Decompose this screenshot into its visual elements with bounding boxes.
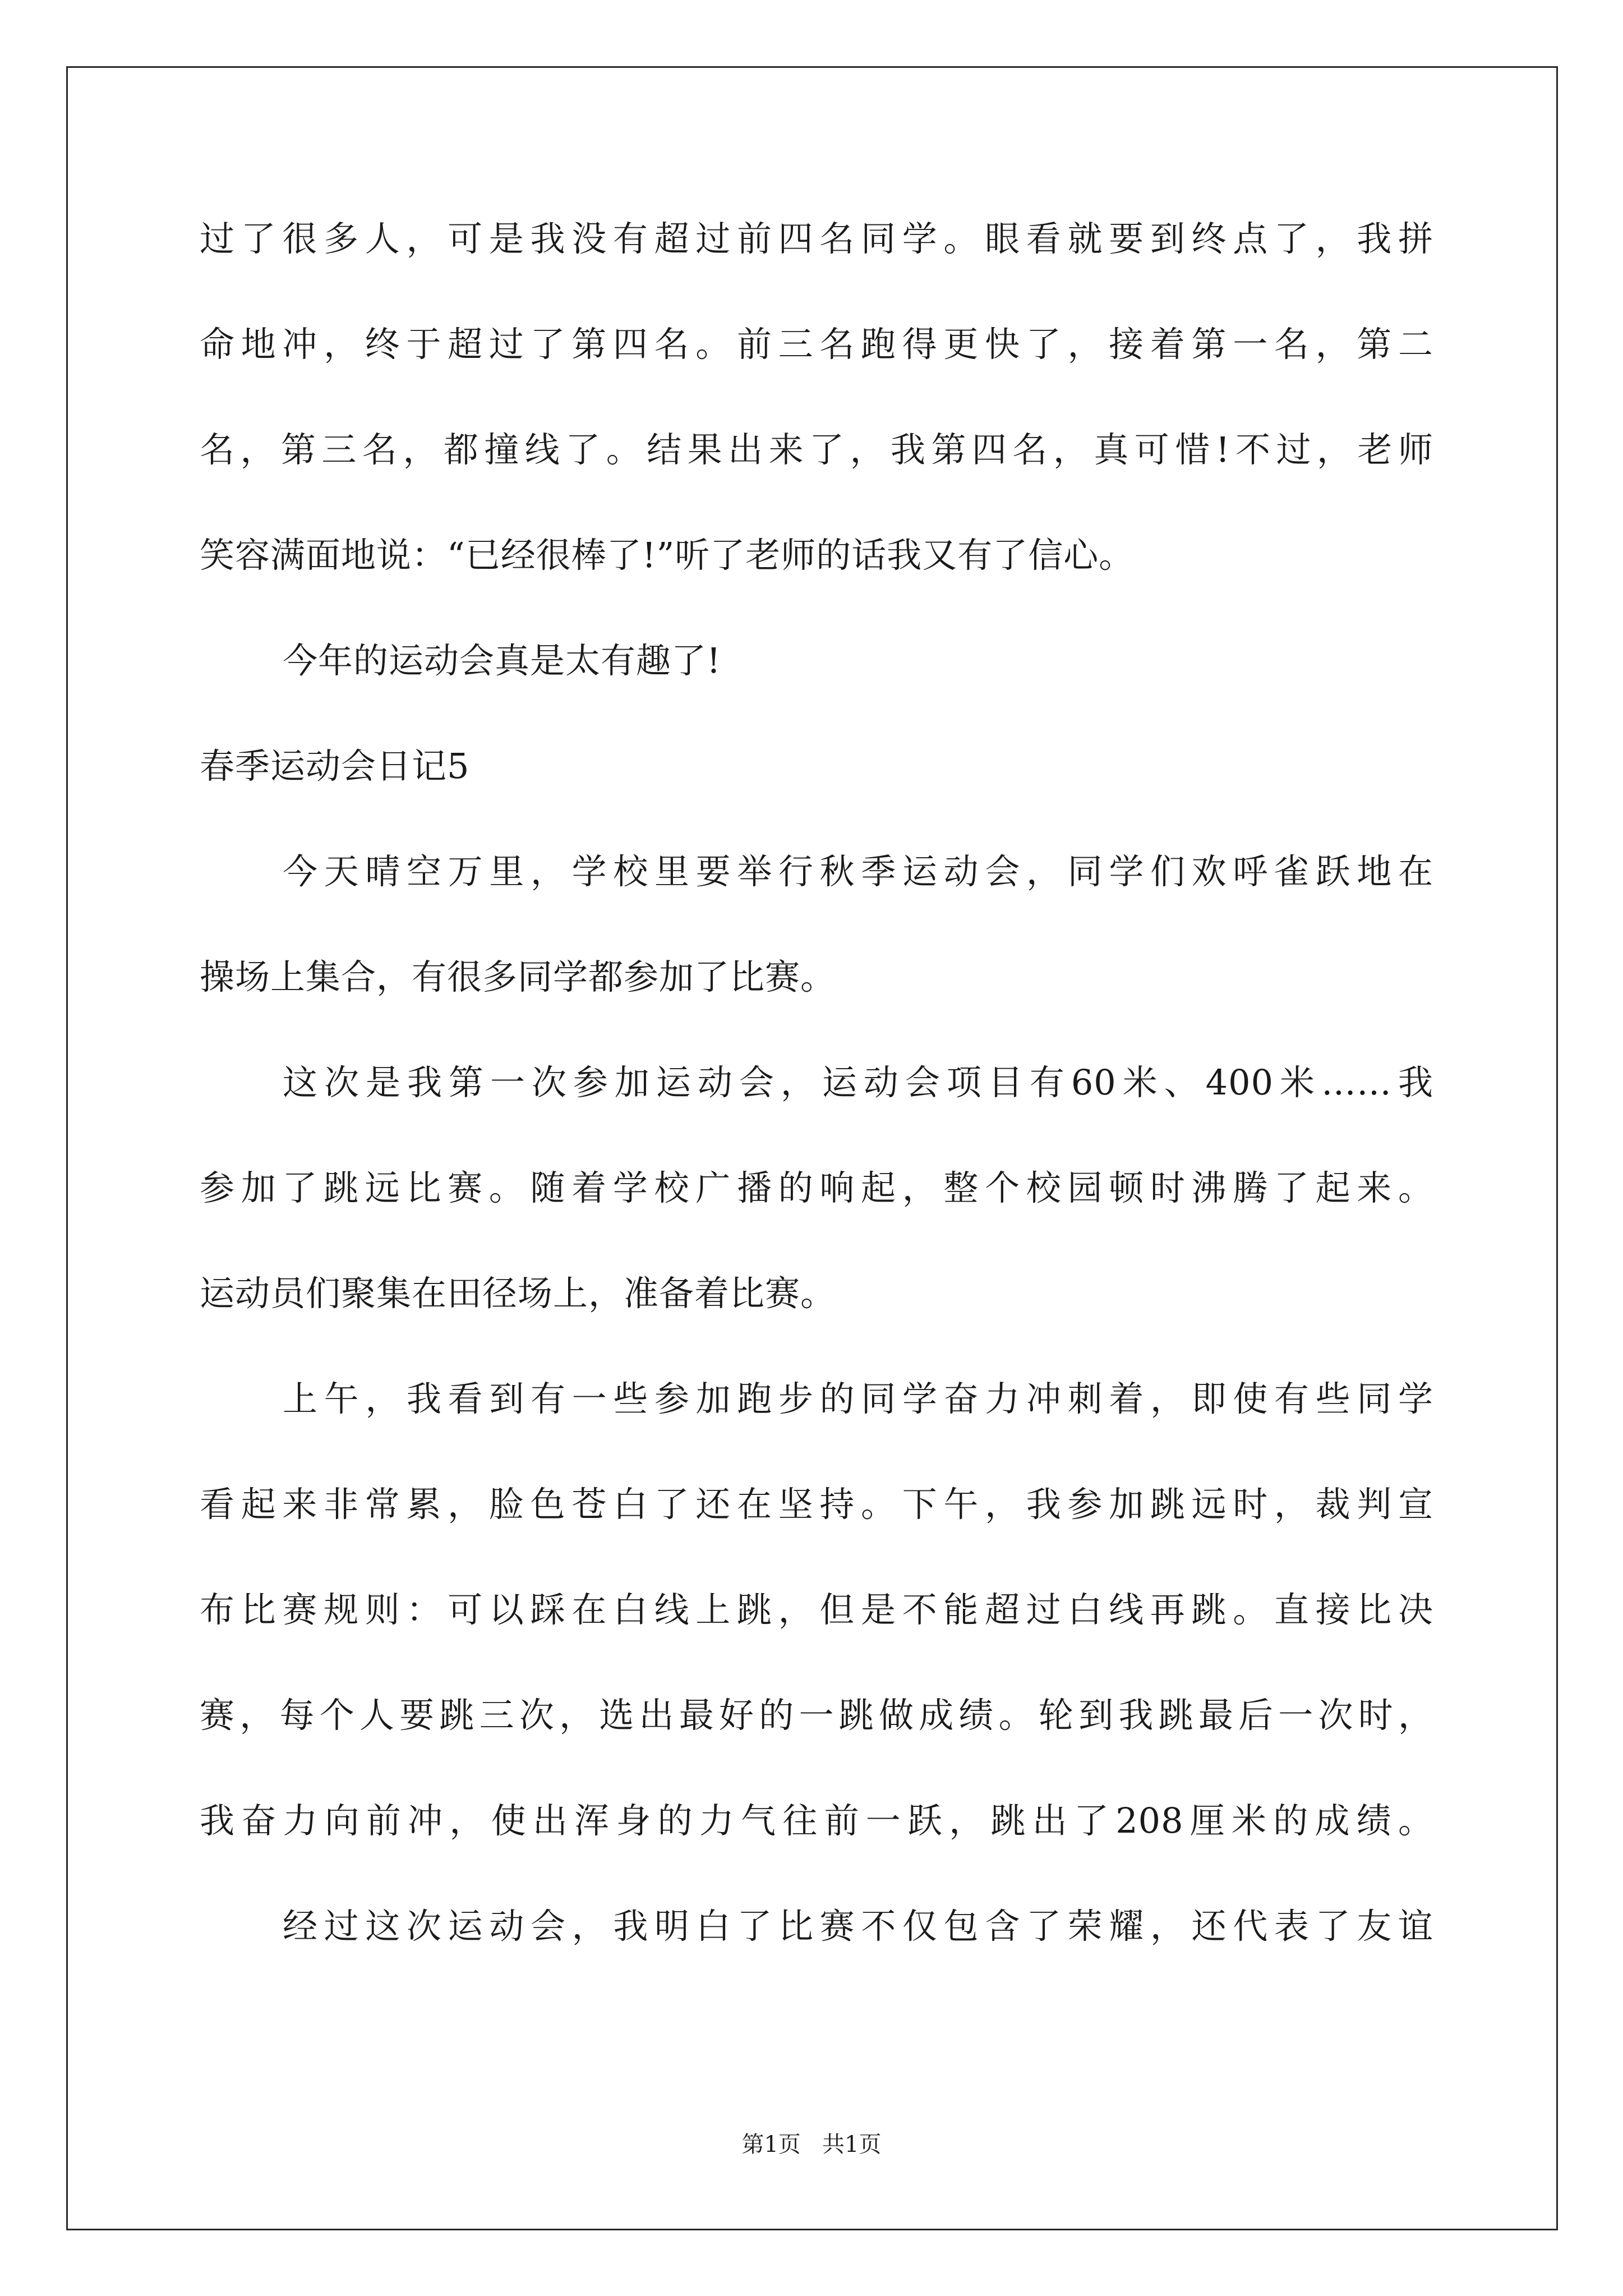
text-line: 上午，我看到有一些参加跑步的同学奋力冲刺着，即使有些同学 — [283, 1378, 1433, 1419]
text-line: 赛，每个人要跳三次，选出最好的一跳做成绩。轮到我跳最后一次时， — [200, 1695, 1433, 1736]
text-line: 操场上集合，有很多同学都参加了比赛。 — [200, 956, 836, 997]
text-line: 今年的运动会真是太有趣了! — [283, 640, 721, 681]
text-line: 笑容满面地说：“已经很棒了!”听了老师的话我又有了信心。 — [200, 535, 1135, 576]
text-line: 参加了跳远比赛。随着学校广播的响起，整个校园顿时沸腾了起来。 — [200, 1167, 1433, 1208]
text-line: 今天晴空万里，学校里要举行秋季运动会，同学们欢呼雀跃地在 — [283, 851, 1433, 892]
text-line: 我奋力向前冲，使出浑身的力气往前一跃，跳出了208厘米的成绩。 — [200, 1800, 1433, 1841]
text-line: 过了很多人，可是我没有超过前四名同学。眼看就要到终点了，我拼 — [200, 218, 1433, 259]
page-footer: 第1页 共1页 — [741, 2132, 882, 2157]
text-line: 这次是我第一次参加运动会，运动会项目有60米、400米……我 — [283, 1062, 1433, 1103]
text-line: 布比赛规则：可以踩在白线上跳，但是不能超过白线再跳。直接比决 — [200, 1589, 1433, 1630]
text-line: 运动员们聚集在田径场上，准备着比赛。 — [200, 1273, 836, 1314]
text-line: 命地冲，终于超过了第四名。前三名跑得更快了，接着第一名，第二 — [200, 324, 1433, 365]
document-body — [200, 218, 1433, 2014]
section-heading: 春季运动会日记5 — [200, 746, 470, 786]
text-line: 经过这次运动会，我明白了比赛不仅包含了荣耀，还代表了友谊 — [283, 1906, 1433, 1947]
text-line: 名，第三名，都撞线了。结果出来了，我第四名，真可惜!不过，老师 — [200, 429, 1433, 470]
text-line: 看起来非常累，脸色苍白了还在坚持。下午，我参加跳远时，裁判宣 — [200, 1484, 1433, 1525]
